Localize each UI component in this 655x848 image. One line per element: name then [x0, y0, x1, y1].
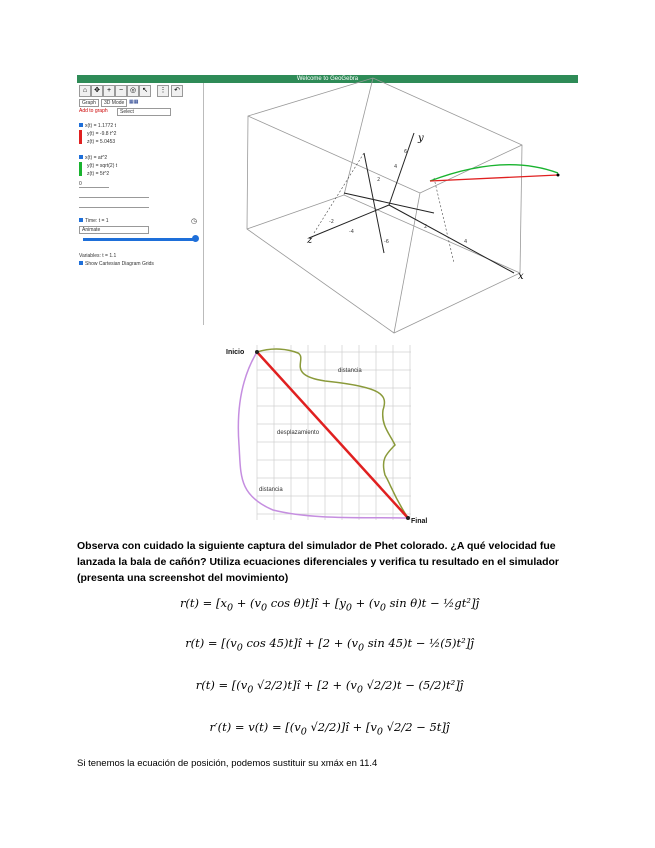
equation-2: $r(t) = [(v_0$ cos 45)t]î + [$2 + (v_0$ sin 45)t − ½(5)t²]ĵ	[185, 636, 474, 654]
func2-z: z(t) = 5t^2	[87, 171, 110, 177]
settings-icon[interactable]: ⋮	[157, 85, 169, 97]
svg-text:-6: -6	[384, 239, 389, 245]
svg-text:-2: -2	[329, 219, 334, 225]
slider-handle[interactable]	[192, 235, 199, 242]
label-distancia-bottom: distancia	[259, 487, 283, 493]
green-series-swatch	[79, 162, 82, 176]
tab-graph[interactable]: Graph	[79, 99, 99, 107]
grid-icon[interactable]: ▦▦	[129, 99, 139, 105]
svg-text:-4: -4	[349, 229, 354, 235]
checkbox-icon[interactable]	[79, 123, 83, 127]
slider-label: Time: t = 1	[85, 218, 109, 224]
label-desplazamiento: desplazamiento	[277, 430, 320, 436]
func2-y: y(t) = sqrt(2) t	[87, 163, 118, 169]
svg-text:2: 2	[424, 224, 428, 230]
window-title: Welcome to GeoGebra	[77, 75, 578, 83]
label-inicio: Inicio	[226, 349, 245, 356]
svg-text:6: 6	[404, 149, 408, 155]
view-icon[interactable]: ◎	[127, 85, 139, 97]
clock-icon[interactable]: ◷	[191, 218, 198, 225]
axis-x-label: x	[518, 271, 524, 282]
param-field[interactable]	[79, 191, 149, 198]
equation-1: $r(t) = [x_0 + (v_0$ cos θ)t]î + [$y_0 + (v_0$ sin θ)t − ½gt²]ĵ	[179, 596, 480, 614]
algebra-panel	[77, 83, 204, 325]
distance-path-bottom	[238, 352, 408, 518]
param-field[interactable]: 0	[79, 181, 109, 188]
slider-value[interactable]: Animate	[79, 226, 149, 234]
time-slider[interactable]	[83, 238, 195, 241]
func2-x: x(t) = at^2	[85, 155, 108, 161]
red-curve	[430, 175, 558, 181]
red-series-swatch	[79, 130, 82, 144]
func1-z: z(t) = 5.0453	[87, 139, 116, 145]
option-variables[interactable]: Variables: t = 1.1	[79, 253, 117, 259]
pointer-icon[interactable]: ↖	[139, 85, 151, 97]
home-icon[interactable]: ⌂	[79, 85, 91, 97]
label-final: Final	[411, 518, 428, 525]
svg-text:2: 2	[377, 177, 381, 183]
undo-icon[interactable]: ↶	[171, 85, 183, 97]
equation-4: $r'(t) = v(t) = [(v_0$ √2/2)]î + [$v_0$ √2/2 − 5t]ĵ	[209, 720, 450, 738]
question-text: Observa con cuidado la siguiente captura del simulador de Phet colorado. ¿A qué velocidad fue lanzada la bala de cañón? Utiliza ecuaciones diferenciales y verifica tu resultado en el simulador (presenta una screenshot del movimiento)	[77, 540, 560, 584]
closing-text: Si tenemos la ecuación de posición, podemos sustituir su xmáx en 11.4	[77, 758, 378, 769]
svg-text:4: 4	[464, 239, 468, 245]
move-icon[interactable]: ✥	[91, 85, 103, 97]
param-field[interactable]	[79, 201, 149, 208]
input-select[interactable]: Select	[117, 108, 171, 116]
input-label: Add to graph	[79, 108, 108, 114]
3d-view[interactable]	[204, 83, 578, 325]
tab-3d[interactable]: 3D Mode	[101, 99, 127, 107]
checkbox-icon[interactable]	[79, 261, 83, 265]
geogebra-screenshot	[77, 75, 578, 325]
distance-displacement-diagram	[226, 345, 428, 525]
equation-3: $r(t) = [(v_0$ √2/2)t]î + [$2 + (v_0$ √2/2)t − (5/2)t²]ĵ	[195, 678, 464, 696]
zoom-out-icon[interactable]: −	[115, 85, 127, 97]
axis-z-label: z	[307, 235, 313, 246]
zoom-in-icon[interactable]: +	[103, 85, 115, 97]
func1-x: x(t) = 1.1772 t	[85, 123, 116, 129]
option-grid[interactable]: Show Cartesian Diagram Grids	[85, 261, 154, 267]
checkbox-icon[interactable]	[79, 218, 83, 222]
svg-text:4: 4	[394, 164, 398, 170]
checkbox-icon[interactable]	[79, 155, 83, 159]
func1-y: y(t) = -9.8 t^2	[87, 131, 117, 137]
label-distancia-top: distancia	[338, 368, 362, 374]
axis-y-label: y	[418, 133, 424, 144]
